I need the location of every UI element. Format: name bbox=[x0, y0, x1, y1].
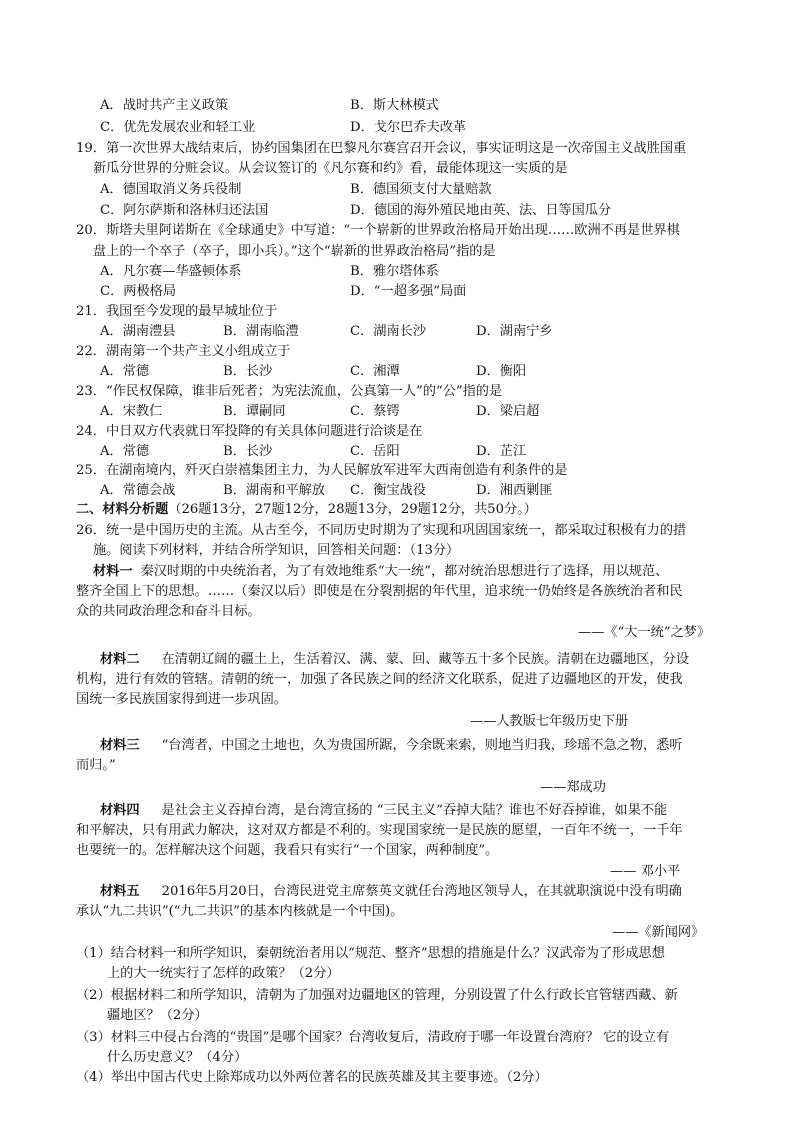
q23-stem: 23．“作民权保障，谁非后死者；为宪法流血，公真第一人”的“公”指的是 bbox=[76, 384, 503, 399]
material-5-source: ——《新闻网》 bbox=[612, 925, 705, 940]
q22-option-d: D．衡阳 bbox=[476, 364, 527, 379]
q18-option-a: A．战时共产主义政策 bbox=[100, 98, 229, 113]
q20-option-c: C．两极格局 bbox=[100, 284, 177, 299]
material-1-label: 材料一 bbox=[93, 564, 133, 579]
material-4-line3: 也要统一的。怎样解决这个问题，我看只有实行“一个国家，两种制度”。 bbox=[76, 843, 499, 858]
q21-option-c: C．湖南长沙 bbox=[350, 324, 427, 339]
q20-stem-line1: 20．斯塔夫里阿诺斯在《全球通史》中写道：“一个崭新的世界政治格局开始出现……欧洲不再是世界棋 bbox=[76, 223, 680, 238]
q25-option-c: C．衡宝战役 bbox=[350, 483, 427, 498]
q20-stem-line2: 盘上的一个卒子（卒子，即小兵）。”这个“崭新的世界政治格局”指的是 bbox=[93, 244, 496, 259]
section-title: 二、材料分析题 bbox=[76, 502, 169, 517]
q25-option-b: B．湖南和平解放 bbox=[223, 483, 326, 498]
material-4-label: 材料四 bbox=[100, 803, 140, 818]
q25-option-a: A．常德会战 bbox=[100, 483, 176, 498]
section-heading bbox=[76, 500, 537, 520]
q22-option-c: C．湘潭 bbox=[350, 364, 400, 379]
q25-stem: 25．在湖南境内，歼灭白崇禧集团主力，为人民解放军进军大西南创造有利条件的是 bbox=[76, 463, 568, 478]
material-3-label: 材料三 bbox=[100, 738, 140, 753]
material-4-text1: 是社会主义吞掉台湾，是台湾宣扬的 “三民主义”吞掉大陆？谁也不好吞掉谁，如果不能 bbox=[161, 803, 668, 818]
material-1-line3: 众的共同政治理念和奋斗目标。 bbox=[76, 604, 261, 619]
q20-option-d: D．“一超多强”局面 bbox=[350, 284, 467, 299]
q23-option-a: A．宋教仁 bbox=[100, 404, 163, 419]
material-2-source: ——人教版七年级历史下册 bbox=[470, 714, 629, 729]
material-2-line1 bbox=[100, 650, 689, 670]
q26-stem-line2: 施。阅读下列材料，并结合所学知识，回答相关问题：（13分） bbox=[93, 543, 460, 558]
q18-option-b: B．斯大林模式 bbox=[350, 98, 439, 113]
q21-option-a: A．湖南澧县 bbox=[100, 324, 176, 339]
material-4-line1 bbox=[100, 801, 667, 821]
q23-option-b: B．谭嗣同 bbox=[223, 404, 286, 419]
q24-option-b: B．长沙 bbox=[223, 444, 273, 459]
q20-option-b: B．雅尔塔体系 bbox=[350, 264, 439, 279]
material-2-line3: 国统一多民族国家得到进一步巩固。 bbox=[76, 692, 287, 707]
q21-option-b: B．湖南临澧 bbox=[223, 324, 299, 339]
subquestion-1-line2: 上的大一统实行了怎样的政策？（2分） bbox=[107, 966, 340, 981]
material-2-line2: 机构，进行有效的管辖。清朝的统一，加强了各民族之间的经济文化联系，促进了边疆地区的开发，使我 bbox=[76, 672, 683, 687]
q19-option-a: A．德国取消义务兵役制 bbox=[100, 182, 242, 197]
q24-stem: 24．中日双方代表就日军投降的有关具体问题进行洽谈是在 bbox=[76, 424, 423, 439]
material-1-text1: 秦汉时期的中央统治者，为了有效地维系“大一统”，都对统治思想进行了选择，用以规范、 bbox=[140, 564, 669, 579]
q21-option-d: D．湖南宁乡 bbox=[476, 324, 553, 339]
material-3-source: ——郑成功 bbox=[540, 780, 606, 795]
q24-option-c: C．岳阳 bbox=[350, 444, 400, 459]
q20-option-a: A．凡尔赛—华盛顿体系 bbox=[100, 264, 242, 279]
q26-stem-line1: 26．统一是中国历史的主流。从古至今，不同历史时期为了实现和巩固国家统一，都采取过积极有力的措 bbox=[76, 523, 687, 538]
material-4-source: —— 邓小平 bbox=[610, 864, 681, 879]
q19-option-b: B．德国须支付大量赔款 bbox=[350, 182, 492, 197]
subquestion-3-line2: 什么历史意义？（4分） bbox=[107, 1050, 248, 1065]
q24-option-d: D．芷江 bbox=[476, 444, 527, 459]
q18-option-c: C．优先发展农业和轻工业 bbox=[100, 120, 256, 135]
q25-option-d: D．湘西剿匪 bbox=[476, 483, 553, 498]
subquestion-2-line2: 疆地区？（2分） bbox=[107, 1008, 208, 1023]
material-4-line2: 和平解决，只有用武力解决，这对双方都是不利的。实现国家统一是民族的愿望，一百年不统一，一千年 bbox=[76, 823, 683, 838]
q24-option-a: A．常德 bbox=[100, 444, 150, 459]
q22-option-b: B．长沙 bbox=[223, 364, 273, 379]
material-2-text1: 在清朝辽阔的疆土上，生活着汉、满、蒙、回、藏等五十多个民族。清朝在边疆地区，分设 bbox=[161, 652, 690, 667]
q19-option-c: C．阿尔萨斯和洛林归还法国 bbox=[100, 203, 269, 218]
material-1-line1 bbox=[93, 562, 668, 582]
subquestion-2-line1: （2）根据材料二和所学知识，清朝为了加强对边疆地区的管理，分别设置了什么行政长官管辖西藏、新 bbox=[76, 988, 678, 1003]
subquestion-3-line1: （3）材料三中侵占台湾的“贵国”是哪个国家？台湾收复后，清政府于哪一年设置台湾府？ 它的设立有 bbox=[76, 1030, 670, 1045]
q19-stem-line2: 新瓜分世界的分赃会议。从会议签订的《凡尔赛和约》看，最能体现这一实质的是 bbox=[93, 161, 568, 176]
material-5-line2: 承认“九二共识”(“九二共识”的基本内核就是一个中国)。 bbox=[76, 904, 404, 919]
q21-stem: 21．我国至今发现的最早城址位于 bbox=[76, 304, 278, 319]
subquestion-1-line1: （1）结合材料一和所学知识，秦朝统治者用以“规范、整齐”思想的措施是什么？汉武帝为了形成思想 bbox=[76, 946, 665, 961]
material-5-text1: 2016年5月20日，台湾民进党主席蔡英文就任台湾地区领导人，在其就职演说中没有明确 bbox=[161, 884, 682, 899]
q18-option-d: D．戈尔巴乔夫改革 bbox=[350, 120, 467, 135]
material-3-text1: “台湾者，中国之土地也，久为贵国所踞，今余既来索，则地当归我，珍瑶不急之物，悉听 bbox=[161, 738, 683, 753]
material-2-label: 材料二 bbox=[100, 652, 140, 667]
section-score-note: （26题13分，27题12分，28题13分，29题12分，共50分。） bbox=[168, 502, 537, 517]
q22-stem: 22．湖南第一个共产主义小组成立于 bbox=[76, 344, 291, 359]
material-1-source: ——《“大一统”之梦》 bbox=[578, 625, 711, 640]
q22-option-a: A．常德 bbox=[100, 364, 150, 379]
material-3-line1 bbox=[100, 736, 683, 756]
material-5-label: 材料五 bbox=[100, 884, 140, 899]
q23-option-d: D．梁启超 bbox=[476, 404, 540, 419]
q19-option-d: D．德国的海外殖民地由英、法、日等国瓜分 bbox=[350, 203, 612, 218]
material-1-line2: 整齐全国上下的思想。……（秦汉以后）即使是在分裂割据的年代里，追求统一仍始终是各族统治者和民 bbox=[76, 584, 683, 599]
material-3-line2: 而归。” bbox=[76, 758, 116, 773]
subquestion-4: （4）举出中国古代史上除郑成功以外两位著名的民族英雄及其主要事迹。（2分） bbox=[76, 1070, 548, 1085]
q23-option-c: C．蔡锷 bbox=[350, 404, 400, 419]
q19-stem-line1: 19．第一次世界大战结束后，协约国集团在巴黎凡尔赛宫召开会议，事实证明这是一次帝国主义战胜国重 bbox=[76, 141, 687, 156]
material-5-line1 bbox=[100, 882, 682, 902]
